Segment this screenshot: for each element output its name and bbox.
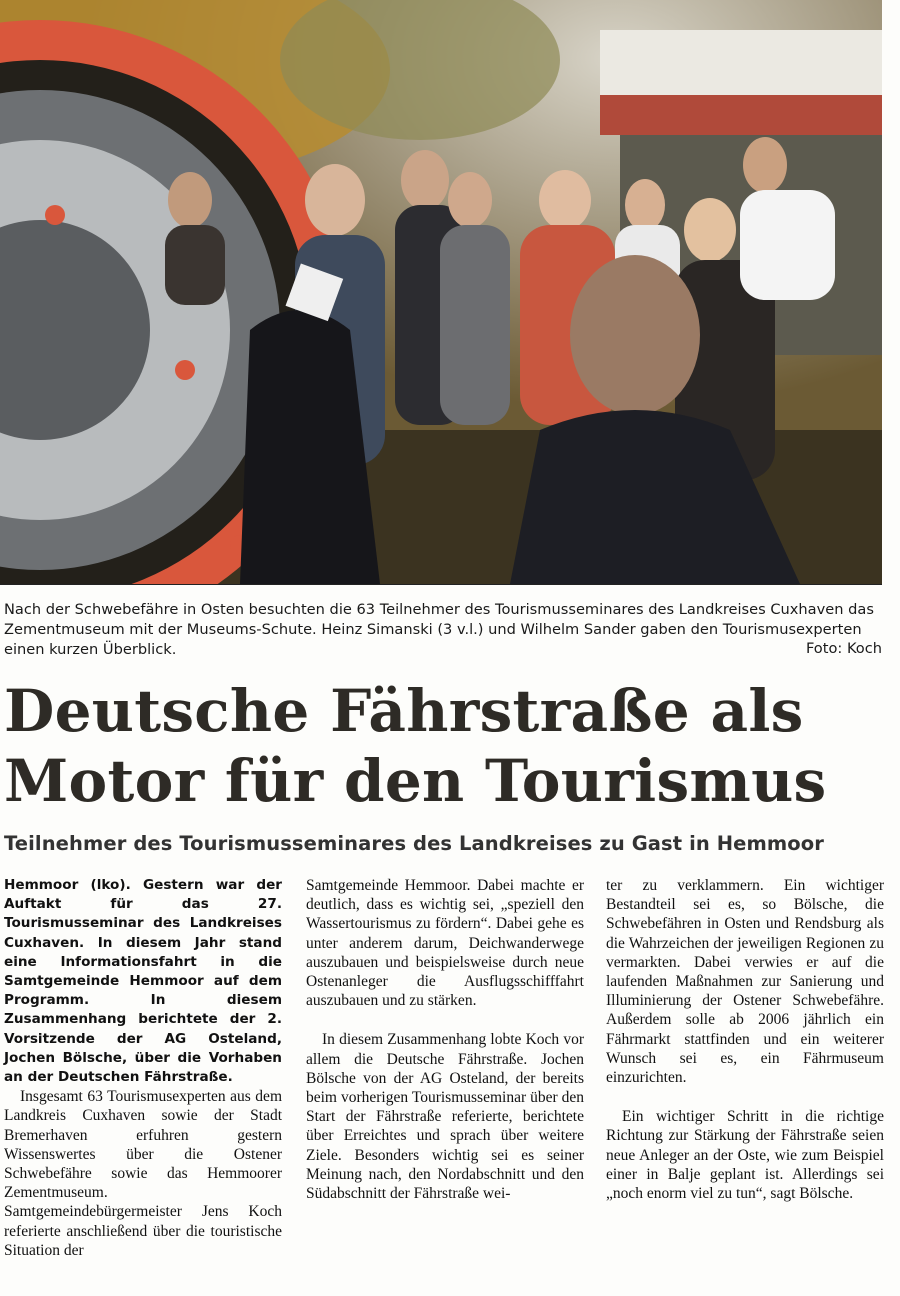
headline-line-1: Deutsche Fährstraße als — [4, 677, 804, 745]
article-headline — [4, 676, 884, 816]
article-subheadline: Teilnehmer des Tourismusseminares des Landkreises zu Gast in Hemmoor — [4, 832, 825, 855]
column-1 — [4, 876, 282, 1260]
column-3-paragraph-1: ter zu verklammern. Ein wichtiger Bestandteil sei es, so Bölsche, die Schwebefähren in Osten und Rendsburg als die Wahrzeichen der jeweiligen Regionen zu vermarkten. Dabei verwies er auf die laufenden Maßnahmen zur Sanierung und Illuminierung der Ostener Schwebefähre. Außerdem solle ab 2006 jährlich ein Fährmarkt stattfinden und ein weiterer Wunsch sei es, ein Fährmuseum einzurichten. — [606, 877, 884, 1087]
headline-line-2: Motor für den Tourismus — [4, 747, 827, 815]
column-3-paragraph-2: Ein wichtiger Schritt in die richtige Richtung zur Stärkung der Fährstraße seien neue Anleger an der Oste, wie zum Beispiel einer in Balje geplant ist. Allerdings sei „noch enorm viel zu tun“, sagt Bölsche. — [606, 1108, 884, 1203]
photo-credit: Foto: Koch — [805, 640, 882, 657]
column-2 — [306, 876, 584, 1203]
column-2-paragraph-1: Samtgemeinde Hemmoor. Dabei machte er deutlich, dass es wichtig sei, „speziell den Wassertourismus zu fördern“. Dabei gehe es unter anderem darum, Deichwanderwege auszubauen und beispielsweise durch neue Ostenanleger die Ausflugsschifffahrt auszubauen und zu stärken. — [306, 877, 584, 1010]
article-lead: Hemmoor (lko). Gestern war der Auftakt für das 27. Tourismusseminar des Landkreises Cuxhaven. In diesem Jahr stand eine Informationsfahrt in die Samtgemeinde Hemmoor auf dem Programm. In diesem Zusammenhang berichtete der 2. Vorsitzende der AG Osteland, Jochen Bölsche, über die Vorhaben an der Deutschen Fährstraße. — [4, 877, 282, 1086]
photo-illustration — [0, 0, 882, 584]
column-3 — [606, 876, 884, 1203]
article-photo — [0, 0, 882, 585]
column-1-paragraph: Insgesamt 63 Tourismusexperten aus dem Landkreis Cuxhaven sowie der Stadt Bremerhaven erfuhren gestern Wissenswertes über die Ostener Schwebefähre sowie das Hemmoorer Zementmuseum. Samtgemeindebürgermeister Jens Koch referierte anschließend über die touristische Situation der — [4, 1088, 282, 1259]
article-body — [4, 876, 884, 1286]
photo-caption: Nach der Schwebefähre in Osten besuchten die 63 Teilnehmer des Tourismusseminares des Landkreises Cuxhaven das Zementmuseum mit der Museums-Schute. Heinz Simanski (3 v.l.) und Wilhelm Sander gaben den Tourismusexperten einen kurzen Überblick. — [4, 601, 874, 658]
column-2-paragraph-2: In diesem Zusammenhang lobte Koch vor allem die Deutsche Fährstraße. Jochen Bölsche von der AG Osteland, der bereits beim vorherigen Tourismusseminar über den Start der Fährstraße referierte, berichtete über Erreichtes und sprach über weitere Ziele. Besonders wichtig sei es seiner Meinung nach, den Nordabschnitt und den Südabschnitt der Fährstraße wei- — [306, 1031, 584, 1203]
